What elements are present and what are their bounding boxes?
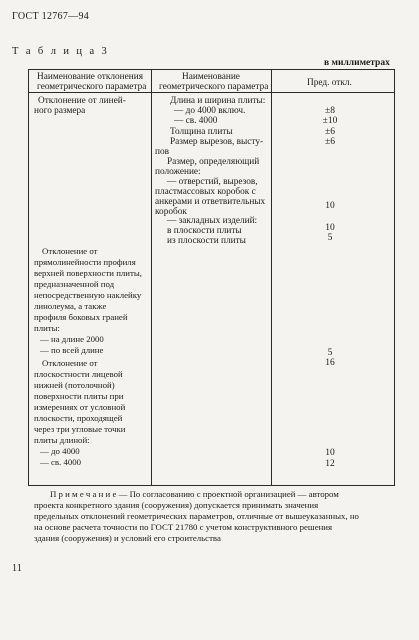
page-number: 11	[12, 563, 23, 574]
units-label: в миллиметрах	[324, 58, 390, 68]
standard-header: ГОСТ 12767—94	[12, 11, 90, 22]
table-title: Т а б л и ц а 3	[12, 46, 110, 57]
header-col3: Пред. откл.	[307, 78, 352, 88]
